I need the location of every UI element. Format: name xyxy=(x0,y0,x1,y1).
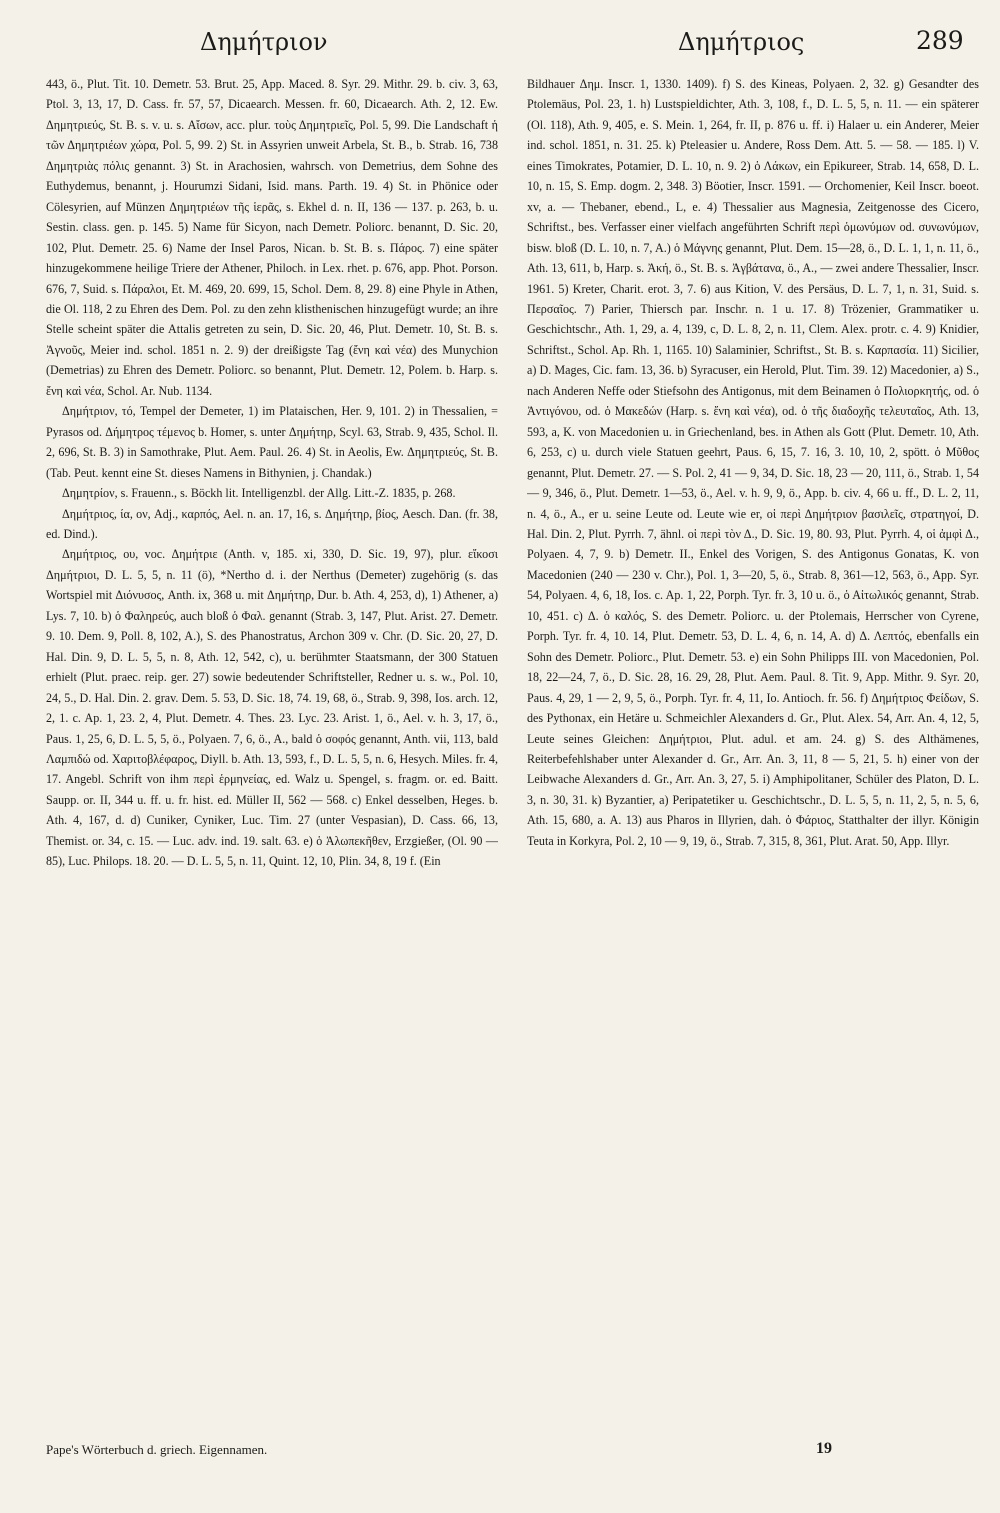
right-column xyxy=(527,74,979,1414)
left-column xyxy=(46,74,498,1414)
signature-mark: 19 xyxy=(816,1440,832,1457)
footer-note: Pape's Wörterbuch d. griech. Eigennamen. xyxy=(46,1442,268,1457)
entry-demetrion: Δημήτριον, τό, Tempel der Demeter, 1) im Plataischen, Her. 9, 101. 2) in Thessalien, = Pyrasos od. Δήμητρος τέμενος b. Homer, s. unter Δημήτηρ, Scyl. 63, Strab. 9, 435, Schol. Il. 2, 696, St. B. 3) in Samothrake, Plut. Aem. Paul. 26. 4) St. in Aeolis, Ew. Δημητριεύς, St. B. (Tab. Peut. kennt eine St. dieses Namens in Bithynien, j. Chandak.) xyxy=(46,404,498,480)
running-head xyxy=(0,28,1000,62)
entry-demetrios-adj: Δημήτριος, ία, ον, Adj., καρπός, Ael. n. an. 17, 16, s. Δημήτηρ, βίος, Aesch. Dan. (fr. 38, ed. Dind.). xyxy=(46,506,498,541)
entry-demetrion-fem: Δημητρίον, s. Frauenn., s. Böckh lit. Intelligenzbl. der Allg. Litt.-Z. 1835, p. 268. xyxy=(62,486,456,501)
entry-demetrias-continued: 443, ö., Plut. Tit. 10. Demetr. 53. Brut. 25, App. Maced. 8. Syr. 29. Mithr. 29. b. civ. 3, 63, Ptol. 3, 13, 17, D. Cass. fr. 57, 57, Dicaearch. Messen. fr. 60, Dicaearch. Ath. 2, 12. Ew. Δημητριεύς, St. B. s. v. u. s. Αἴσων, acc. plur. τοὺς Δημητριεῖς, Pol. 5, 99. Die Landschaft ἡ τῶν Δημητριέων χώρα, Pol. 5, 99. 2) St. in Assyrien unweit Arbela, St. B., b. Strab. 16, 738 Δημητριὰς πόλις genannt. 3) St. in Arachosien, wahrsch. von Demetrius, dem Sohne des Euthydemus, benannt, j. Hourumzi Sidani, Isid. mans. Parth. 19. 4) St. in Phönice oder Cölesyrien, auf Münzen Δημητριέων τῆς ἱερᾶς, s. Ekhel d. n. II, 136 — 137. p. 263, b. u. Sestin. class. gen. p. 145. 5) Name für Sicyon, nach Demetr. Poliorc. benannt, D. Sic. 20, 102, Plut. Demetr. 25. 6) Name der Insel Paros, Nican. b. St. B. s. Πάρος. 7) eine später hinzugekommene heilige Triere der Athener, Philoch. in Lex. rhet. p. 676, app. Phot. Porson. 676, 7, Suid. s. Πάραλοι, Et. M. 469, 20. 699, 15, Schol. Dem. 8, 29. 8) eine Phyle in Athen, die Ol. 118, 2 zu Ehren des Dem. Pol. zu den zehn klisthenischen hinzugefügt wurde; an ihre Stelle scheint später die Attalis getreten zu sein, D. Sic. 20, 46, Plut. Demetr. 10, St. B. s. Ἀγνοῦς, Meier ind. schol. 1851 n. 2. 9) der dreißigste Tag (ἔνη καὶ νέα) des Munychion (Demetrias) zu Ehren des Demetr. Poliorc. so benannt, Plut. Demetr. 12, Polem. b. Harp. s. ἔνη καὶ νέα, Schol. Ar. Nub. 1134. xyxy=(46,77,498,398)
header-right-word: Δημήτριος xyxy=(678,28,805,56)
entry-demetrios-continued: Bildhauer Δημ. Inscr. 1, 1330. 1409). f) S. des Kineas, Polyaen. 2, 32. g) Gesandter des Ptolemäus, Pol. 23, 1. h) Lustspieldichter, Ath. 3, 108, f., D. L. 5, 5, n. 11. — ein späterer (Ol. 118), Ath. 9, 405, e. S. Mein. 1, 264, fr. II, p. 876 u. ff. i) Halaer u. ein Anderer, Meier ind. schol. 1851, n. 31. 25. k) Pteleasier u. Andere, Ross Dem. Att. 5. — 58. — 185. l) V. eines Timokrates, Potamier, D. L. 10, n. 9. 2) ὁ Λάκων, ein Epikureer, Strab. 14, 658, D. L. 10, n. 15, S. Emp. dogm. 2, 348. 3) Böotier, Inscr. 1591. — Orchomenier, Keil Inscr. boeot. xv, a. — Thebaner, ebend., L, e. 4) Thessalier aus Magnesia, Zeitgenosse des Cicero, Schriftst., bes. Verfasser einer vielfach angeführten Schrift περὶ ὁμωνύμων od. συνωνύμων, bisw. bloß (D. L. 10, n. 7, A.) ὁ Μάγνης genannt, Plut. Dem. 15—28, ö., D. L. 1, 1, n. 11, ö., Ath. 13, 611, b, Harp. s. Ἀκή, ö., St. B. s. Ἀγβάτανα, ö., A., — zwei andere Thessalier, Inscr. 1961. 5) Kreter, Charit. erot. 3, 7. 6) aus Kition, V. des Persäus, D. L. 7, 1, n. 31, Suid. s. Περσαῖος. 7) Parier, Thiersch par. Inschr. n. 1 u. 17. 8) Trözenier, Grammatiker u. Geschichtschr., Ath. 1, 29, a. 4, 139, c, D. L. 8, 2, n. 11, Clem. Alex. protr. c. 4. 9) Knidier, Schriftst., Schol. Ap. Rh. 1, 1165. 10) Salaminier, Schriftst., St. B. s. Καρπασία. 11) Sicilier, a) D. Mages, Cic. fam. 13, 36. b) Syracuser, ein Herold, Plut. Tim. 39. 12) Macedonier, a) S., nach Anderen Neffe oder Stiefsohn des Antigonus, mit dem Beinamen ὁ Πολιορκητής, od. ὁ Ἀντιγόνου, od. ὁ Μακεδών (Harp. s. ἔνη καὶ νέα), od. ὁ τῆς διαδοχῆς τελευταῖος, Ath. 13, 593, a, K. von Macedonien u. in Griechenland, bes. in Athen als Gott (Plut. Demetr. 10, Ath. 6, 253, c) u. durch viele Statuen geehrt, Paus. 6, 15, 7. 16, 3. 10, 10, 2, spött. ὁ Μῦθος genannt, Plut. Demetr. 27. — S. Pol. 2, 41 — 9, 34, D. Sic. 18, 23 — 20, 111, ö., Strab. 1, 54 — 9, 346, ö., Plut. Demetr. 1—53, ö., Ael. v. h. 9, 9, ö., App. b. civ. 4, 66 u. ff., D. L. 2, 11, n. 4, ö., A., er u. seine Leute od. Leute wie er, οἱ περὶ Δημήτριον βασιλεῖς, στρατηγοί, D. Hal. Din. 2, Plut. Pyrrh. 7, ähnl. οἱ περὶ τὸν Δ., D. Sic. 19, 80. 93, Plut. Pyrrh. 4, οἱ ἀμφὶ Δ., Polyaen. 4, 7, 9. b) Demetr. II., Enkel des Vorigen, S. des Antigonus Gonatas, K. von Macedonien (240 — 230 v. Chr.), Pol. 1, 3—20, 5, ö., Strab. 8, 361—12, 563, ö., App. Syr. 54, Polyaen. 4, 6, 18, Ios. c. Ap. 1, 22, Porph. Tyr. fr. 3, 10 u. ö., ὁ Αἰτωλικός genannt, Strab. 10, 451. c) Δ. ὁ καλός, S. des Demetr. Poliorc. u. der Ptolemais, Herrscher von Cyrene, Porph. Tyr. fr. 4, 10. 14, Plut. Demetr. 53, D. L. 4, 6, n. 14, A. d) Δ. Λεπτός, ebenfalls ein Sohn des Demetr. Poliorc., Plut. Demetr. 53. e) ein Sohn Philipps III. von Macedonien, Pol. 18, 22—24, 7, ö., D. Sic. 28, 16. 29, 28, Plut. Aem. Paul. 8. Tit. 9, App. Mithr. 9. Syr. 20, Paus. 4, 29, 1 — 2, 9, 5, ö., Porph. Tyr. fr. 4, 11, Io. Antioch. fr. 56. f) Δημήτριος Φείδων, S. des Pythonax, ein Hetäre u. Schmeichler Alexanders d. Gr., Plut. Alex. 54, Arr. An. 4, 12, 5, Leute seines Gleichen: Δημήτριοι, Plut. adul. et am. 24. g) S. des Althämenes, Reiterbefehlshaber unter Alexander d. Gr., Arr. An. 3, 11, 8 — 5, 21, 5. h) einer von der Leibwache Alexanders d. Gr., Arr. An. 3, 27, 5. i) Amphipolitaner, Schüler des Platon, D. L. 3, n. 30, 31. k) Byzantier, a) Peripatetiker u. Geschichtschr., D. L. 5, 5, n. 11, 2, 5, n. 5, 6, Ath. 15, 680, a. A. 13) aus Pharos in Illyrien, dah. ὁ Φάριος, Statthalter der illyr. Königin Teuta in Korkyra, Pol. 2, 10 — 9, 19, ö., Strab. 7, 315, 8, 361, Plut. Arat. 50, App. Illyr. xyxy=(527,77,979,848)
header-left-word: Δημήτριον xyxy=(200,28,328,56)
page-number: 289 xyxy=(916,26,964,55)
entry-demetrios: Δημήτριος, ου, voc. Δημήτριε (Anth. v, 185. xi, 330, D. Sic. 19, 97), plur. εἴκοσι Δημήτριοι, D. L. 5, 5, n. 11 (ö), *Nertho d. i. der Nerthus (Demeter) zugehörig (s. das Wortspiel mit Διόνυσος, Anth. ix, 368 u. mit Δημήτηρ, Dur. b. Ath. 4, 253, d), 1) Athener, a) Lys. 7, 10. b) ὁ Φαληρεύς, auch bloß ὁ Φαλ. genannt (Strab. 3, 147, Plut. Arist. 27. Demetr. 9. 10. Dem. 9, Poll. 8, 102, A.), S. des Phanostratus, Archon 309 v. Chr. (D. Sic. 20, 27, D. Hal. Din. 9, D. L. 5, 5, n. 8, Ath. 12, 542, c), u. berühmter Staatsmann, der 300 Statuen erhielt (Plut. praec. reip. ger. 27) sowie bedeutender Schriftsteller, Redner u. s. w., Pol. 10, 24, 5., D. Hal. Din. 2. grav. Dem. 5. 53, D. Sic. 18, 74. 19, 68, ö., Strab. 9, 398, Ios. arch. 12, 2, 1. c. Ap. 1, 23. 2, 4, Plut. Demetr. 4. Thes. 23. Lyc. 23. Arist. 1, ö., Ael. v. h. 3, 17, ö., Paus. 1, 25, 6, D. L. 5, 5, ö., Polyaen. 7, 6, ö., A., bald ὁ σοφός genannt, Anth. vii, 113, bald Λαμπιδώ od. Χαριτοβλέφαρος, Diyll. b. Ath. 13, 593, f., D. L. 5, 5, n. 6, Hesych. Miles. fr. 4, 17. Angebl. Schrift von ihm περὶ ἑρμηνείας, ed. Walz u. Spengel, s. fragm. or. ed. Baitt. Saupp. or. II, 344 u. ff. u. fr. hist. ed. Müller II, 562 — 568. c) Enkel desselben, Heges. b. Ath. 4, 167, d. d) Cuniker, Cyniker, Luc. Tim. 27 (unter Vespasian), D. Cass. 66, 13, Themist. or. 34, c. 15. — Luc. adv. ind. 19. salt. 63. e) ὁ Ἀλωπεκῆθεν, Erzgießer, (Ol. 90 — 85), Luc. Philops. 18. 20. — D. L. 5, 5, n. 11, Quint. 12, 10, Plin. 34, 8, 19 f. (Ein xyxy=(46,547,498,869)
page-footer xyxy=(46,1440,956,1470)
